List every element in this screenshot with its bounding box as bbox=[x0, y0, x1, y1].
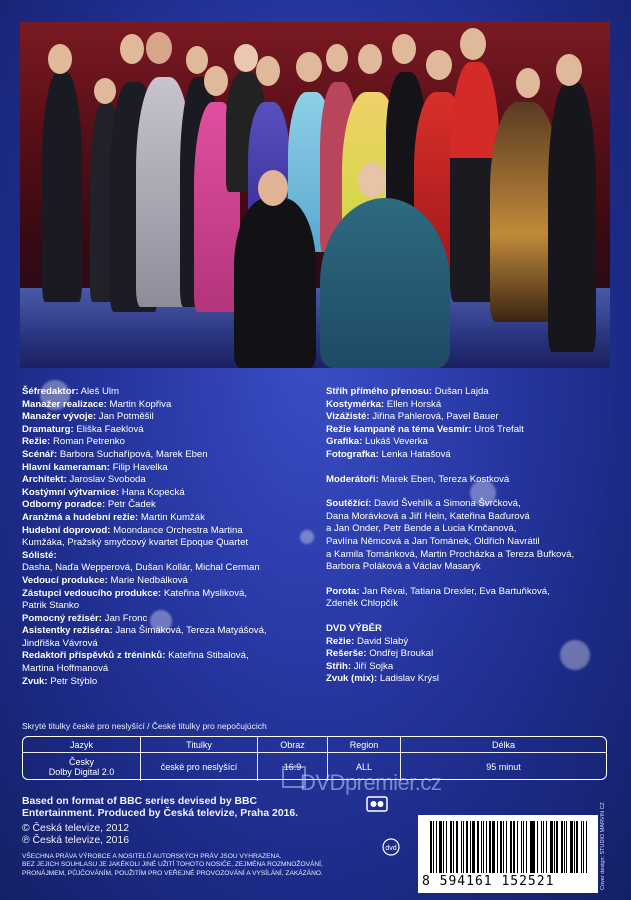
credit-name: Jiří Sojka bbox=[353, 660, 394, 672]
spec-picture: 16:9 bbox=[258, 753, 328, 781]
barcode-bar bbox=[570, 821, 573, 873]
barcode-bar bbox=[443, 821, 444, 873]
svg-text:dvd: dvd bbox=[385, 845, 397, 852]
barcode-bar bbox=[472, 821, 475, 873]
spec-header-length: Délka bbox=[401, 737, 606, 753]
credit-row bbox=[22, 462, 322, 475]
credit-row bbox=[22, 411, 322, 424]
credit-row bbox=[22, 562, 322, 575]
credit-role: Scénář: bbox=[22, 448, 58, 460]
dancer-head bbox=[256, 56, 280, 86]
legal-line: BEZ JEJICH SOUHLASU JE JAKÉKOLI JINÉ UŽITÍ TOHOTO NOSIČE, ZEJMÉNA ROZMNOŽOVÁNÍ, bbox=[22, 861, 323, 869]
barcode-bar bbox=[503, 821, 504, 873]
credit-name: Hana Kopecká bbox=[121, 486, 185, 498]
credit-row bbox=[22, 424, 322, 437]
credit-row bbox=[326, 424, 616, 437]
dvd-credit-row bbox=[326, 673, 616, 686]
barcode-bar bbox=[466, 821, 468, 873]
credit-name: Kateřina Mysliková, bbox=[163, 587, 247, 599]
credit-row bbox=[326, 399, 616, 412]
credit-row bbox=[22, 499, 322, 512]
barcode bbox=[418, 815, 598, 893]
credit-row bbox=[22, 525, 322, 538]
barcode-bar bbox=[497, 821, 498, 873]
host-figure bbox=[320, 198, 450, 368]
credit-role: Architekt: bbox=[22, 474, 67, 486]
cast-group-photo bbox=[20, 22, 610, 368]
dancer-head bbox=[234, 44, 258, 72]
credit-row bbox=[326, 386, 616, 399]
credit-role: Kostýmní výtvarnice: bbox=[22, 486, 120, 498]
credit-name: Lukáš Veverka bbox=[364, 436, 428, 448]
credit-role: Asistentky režiséra: bbox=[22, 625, 113, 637]
credit-name: Martina Hoffmanová bbox=[22, 663, 109, 675]
cover-design-credit: Cover design: STUDIO MARVIN CZ bbox=[600, 802, 606, 890]
barcode-bar bbox=[561, 821, 563, 873]
barcode-bar bbox=[450, 821, 452, 873]
credit-jury: Porota: Jan Révai, Tatiana Drexler, Eva Bartuňková, bbox=[326, 585, 550, 597]
barcode-bar bbox=[483, 821, 484, 873]
credit-name: Jaroslav Svoboda bbox=[69, 474, 146, 486]
credit-role: Aranžmá a hudební režie: bbox=[22, 511, 139, 523]
credit-role: Šéfredaktor: bbox=[22, 386, 79, 397]
barcode-bar bbox=[461, 821, 462, 873]
credit-role: Dramaturg: bbox=[22, 423, 74, 435]
dancer-head bbox=[358, 44, 382, 74]
host-figure bbox=[234, 198, 316, 368]
dancer-head bbox=[296, 52, 322, 82]
credit-name: Martin Kumžák bbox=[140, 511, 205, 523]
barcode-bar bbox=[554, 821, 555, 873]
barcode-bar bbox=[543, 821, 545, 873]
spec-length: 95 minut bbox=[486, 762, 521, 772]
credit-name: Marie Nedbálková bbox=[110, 574, 188, 586]
credit-role: Manažer realizace: bbox=[22, 398, 107, 410]
credit-name: Jan Potměšil bbox=[98, 411, 154, 423]
credit-row bbox=[22, 663, 322, 676]
copyright-line: ℗ Česká televize, 2016 bbox=[22, 835, 130, 847]
credit-row bbox=[22, 650, 322, 663]
dancer-head bbox=[516, 68, 540, 98]
credit-role: Grafika: bbox=[326, 436, 363, 448]
credit-name: Dušan Lajda bbox=[434, 386, 489, 397]
dancer-head bbox=[460, 28, 486, 60]
credit-row bbox=[22, 676, 322, 689]
host-head bbox=[358, 162, 386, 198]
credits-right-column bbox=[326, 386, 616, 686]
credit-row bbox=[22, 386, 322, 399]
barcode-bar bbox=[521, 821, 523, 873]
credit-name: Patrik Stanko bbox=[22, 600, 80, 612]
credit-role: Fotografka: bbox=[326, 448, 379, 460]
barcode-bar bbox=[433, 821, 434, 873]
credit-name: David Slabý bbox=[356, 635, 409, 647]
barcode-bar bbox=[470, 821, 471, 873]
credit-row bbox=[22, 436, 322, 449]
barcode-bar bbox=[574, 821, 575, 873]
barcode-bar bbox=[500, 821, 502, 873]
barcode-bar bbox=[541, 821, 542, 873]
barcode-bar bbox=[430, 821, 432, 873]
spec-header-language: Jazyk bbox=[23, 737, 141, 753]
credit-role: Manažer vývoje: bbox=[22, 411, 97, 423]
dvd-credit-row bbox=[326, 636, 616, 649]
credit-role: Režie: bbox=[22, 436, 51, 448]
barcode-bar bbox=[436, 821, 437, 873]
barcode-bar bbox=[477, 821, 479, 873]
spec-language-line: Česky bbox=[68, 757, 94, 767]
barcode-bar bbox=[546, 821, 547, 873]
credit-name: Eliška Faeklová bbox=[76, 423, 144, 435]
credit-role: Hudební doprovod: bbox=[22, 524, 111, 536]
credit-row bbox=[22, 638, 322, 651]
barcode-bar bbox=[486, 821, 487, 873]
credit-row bbox=[22, 487, 322, 500]
credit-name: Jiřina Pahlerová, Pavel Bauer bbox=[372, 411, 499, 423]
barcode-bar bbox=[463, 821, 464, 873]
credit-name: Lenka Hatašová bbox=[381, 448, 451, 460]
credit-role: Hlavní kameraman: bbox=[22, 461, 110, 473]
barcode-bar bbox=[581, 821, 582, 873]
spec-header-picture: Obraz bbox=[258, 737, 328, 753]
barcode-bar bbox=[506, 821, 507, 873]
credit-row bbox=[22, 512, 322, 525]
barcode-bars bbox=[430, 821, 590, 873]
credit-role: Režie kampaně na téma Vesmír: bbox=[326, 423, 472, 435]
barcode-bar bbox=[489, 821, 491, 873]
credit-name: Jan Fronc bbox=[104, 612, 148, 624]
credit-row bbox=[22, 588, 322, 601]
credit-name: Aleš Ulm bbox=[80, 386, 120, 397]
subtitle-note: Skryté titulky české pro neslyšící / České titulky pro nepočujúcich bbox=[22, 721, 267, 731]
credit-name: Petr Stýblo bbox=[50, 675, 98, 687]
credit-role: Zvuk: bbox=[22, 675, 48, 687]
credit-name: Ondřej Broukal bbox=[369, 648, 434, 660]
barcode-bar bbox=[492, 821, 495, 873]
credit-row bbox=[22, 625, 322, 638]
spec-language-line: Dolby Digital 2.0 bbox=[48, 767, 115, 777]
legal-line: VŠECHNA PRÁVA VÝROBCE A NOSITELŮ AUTORSKÝCH PRÁV JSOU VYHRAZENA. bbox=[22, 853, 282, 860]
credit-moderators: Moderátoři: Marek Eben, Tereza Kostková bbox=[326, 473, 510, 485]
credit-role: Vedoucí produkce: bbox=[22, 574, 108, 586]
watermark: DVDpremier.cz bbox=[300, 770, 442, 795]
dancer-head bbox=[120, 34, 144, 64]
ceska-televize-logo-icon bbox=[366, 796, 388, 812]
barcode-bar bbox=[453, 821, 454, 873]
host-head bbox=[258, 170, 288, 206]
credit-role: Vizážisté: bbox=[326, 411, 370, 423]
credit-role: Zástupci vedoucího produkce: bbox=[22, 587, 162, 599]
barcode-bar bbox=[439, 821, 442, 873]
dvd-logo-icon bbox=[382, 838, 400, 856]
credit-name: Jindřiška Vávrová bbox=[22, 637, 98, 649]
dvd-credit-row bbox=[326, 648, 616, 661]
credit-name: Roman Petrenko bbox=[52, 436, 125, 448]
credit-role: Zvuk (mix): bbox=[326, 673, 378, 685]
barcode-bar bbox=[530, 821, 532, 873]
barcode-bar bbox=[566, 821, 567, 873]
barcode-bar bbox=[550, 821, 553, 873]
spec-region: ALL bbox=[328, 753, 401, 781]
barcode-bar bbox=[446, 821, 448, 873]
spec-header-subtitles: Titulky bbox=[141, 737, 258, 753]
credit-role: Sólisté: bbox=[22, 549, 57, 561]
credit-row bbox=[22, 550, 322, 563]
credit-name: Ellen Horská bbox=[386, 398, 442, 410]
credit-row bbox=[22, 399, 322, 412]
barcode-bar bbox=[456, 821, 459, 873]
credit-name: Uroš Trefalt bbox=[474, 423, 524, 435]
barcode-bar bbox=[526, 821, 527, 873]
copyright-line: © Česká televize, 2012 bbox=[22, 823, 130, 834]
copyright-notice bbox=[22, 823, 129, 848]
barcode-bar bbox=[513, 821, 515, 873]
dancer-head bbox=[326, 44, 348, 72]
dancer-head bbox=[204, 66, 228, 96]
credit-role: Pomocný režisér: bbox=[22, 612, 102, 624]
dancer-head bbox=[556, 54, 582, 86]
credit-role: Odborný poradce: bbox=[22, 499, 106, 511]
credit-row bbox=[22, 537, 322, 550]
dancer-head bbox=[94, 78, 116, 104]
dvd-heading: DVD VÝBĚR bbox=[326, 622, 382, 634]
contestants-line: a Jan Onder, Petr Bende a Lucia Krnčanová, bbox=[326, 523, 517, 535]
credit-name: Dasha, Naďa Wepperová, Dušan Kollár, Michal Cerman bbox=[22, 562, 260, 574]
credit-row bbox=[22, 474, 322, 487]
credit-name: Jana Šimáková, Tereza Matyášová, bbox=[115, 625, 267, 637]
contestants-line: Barbora Poláková a Václav Masaryk bbox=[326, 561, 481, 573]
bbc-format-notice bbox=[22, 796, 298, 821]
dancer-figure bbox=[42, 72, 82, 302]
barcode-bar bbox=[537, 821, 538, 873]
credits-left-column bbox=[22, 386, 322, 688]
credit-row bbox=[22, 600, 322, 613]
credit-name: Moondance Orchestra Martina bbox=[113, 524, 243, 536]
credit-name: Petr Čadek bbox=[107, 499, 156, 511]
credit-role: Střih: bbox=[326, 660, 352, 672]
credit-role: Kostymérka: bbox=[326, 398, 385, 410]
legal-line: PRONÁJMEM, PŮJČOVÁNÍM, POUŽITÍM PRO VEŘEJNÉ PROVOZOVÁNÍ A VYSÍLÁNÍ, ZAKÁZÁNO. bbox=[22, 869, 323, 877]
barcode-bar bbox=[523, 821, 524, 873]
credit-name: Kateřina Stibalová, bbox=[168, 650, 249, 662]
barcode-bar bbox=[517, 821, 518, 873]
credit-name: Barbora Suchařípová, Marek Eben bbox=[59, 448, 208, 460]
barcode-bar bbox=[564, 821, 565, 873]
barcode-bar bbox=[481, 821, 482, 873]
credit-role: Rešerše: bbox=[326, 648, 367, 660]
credit-role: Režie: bbox=[326, 635, 355, 647]
dancer-head bbox=[186, 46, 208, 74]
barcode-bar bbox=[586, 821, 588, 873]
barcode-bar bbox=[532, 821, 535, 873]
credit-row bbox=[326, 449, 616, 462]
dvd-credit-row bbox=[326, 661, 616, 674]
dancer-head bbox=[426, 50, 452, 80]
credit-row bbox=[22, 613, 322, 626]
credit-name: Ladislav Krýsl bbox=[379, 673, 440, 685]
dancer-head bbox=[146, 32, 172, 64]
credit-contestants: Soutěžící: David Švehlík a Simona Švrčková, bbox=[326, 498, 521, 510]
credit-role: Redaktoři příspěvků z tréninků: bbox=[22, 650, 166, 662]
credit-row bbox=[326, 436, 616, 449]
bbc-line: Entertainment. Produced by Česká televize, Praha 2016. bbox=[22, 808, 299, 820]
barcode-number: 8 594161 152521 bbox=[422, 874, 555, 889]
jury-line: Zdeněk Chlopčík bbox=[326, 598, 398, 610]
legal-notice bbox=[22, 853, 382, 878]
barcode-bar bbox=[510, 821, 513, 873]
credit-role: Střih přímého přenosu: bbox=[326, 386, 433, 397]
barcode-bar bbox=[556, 821, 558, 873]
dancer-head bbox=[48, 44, 72, 74]
dancer-figure bbox=[548, 82, 596, 352]
contestants-line: Pavlína Němcová a Jan Tománek, Oldřich Navrátil bbox=[326, 535, 540, 547]
spec-language bbox=[23, 753, 141, 781]
credit-row bbox=[22, 575, 322, 588]
spec-header-region: Region bbox=[328, 737, 401, 753]
dancer-head bbox=[392, 34, 416, 64]
bbc-line: Based on format of BBC series devised by BBC bbox=[22, 796, 258, 807]
credit-row bbox=[22, 449, 322, 462]
contestants-line: Dana Morávková a Jiří Hein, Kateřina Baďurová bbox=[326, 510, 530, 522]
credit-row bbox=[326, 411, 616, 424]
barcode-bar bbox=[583, 821, 584, 873]
credit-name: Kumžáka, Pražský smyčcový kvartet Epoque Quartet bbox=[22, 537, 249, 549]
credit-name: Filip Havelka bbox=[112, 461, 168, 473]
credit-name: Martin Kopřiva bbox=[109, 398, 172, 410]
contestants-line: a Kamila Tománková, Martin Procházka a Tereza Bufková, bbox=[326, 548, 575, 560]
barcode-bar bbox=[576, 821, 578, 873]
spec-subtitles: české pro neslyšící bbox=[141, 753, 258, 781]
